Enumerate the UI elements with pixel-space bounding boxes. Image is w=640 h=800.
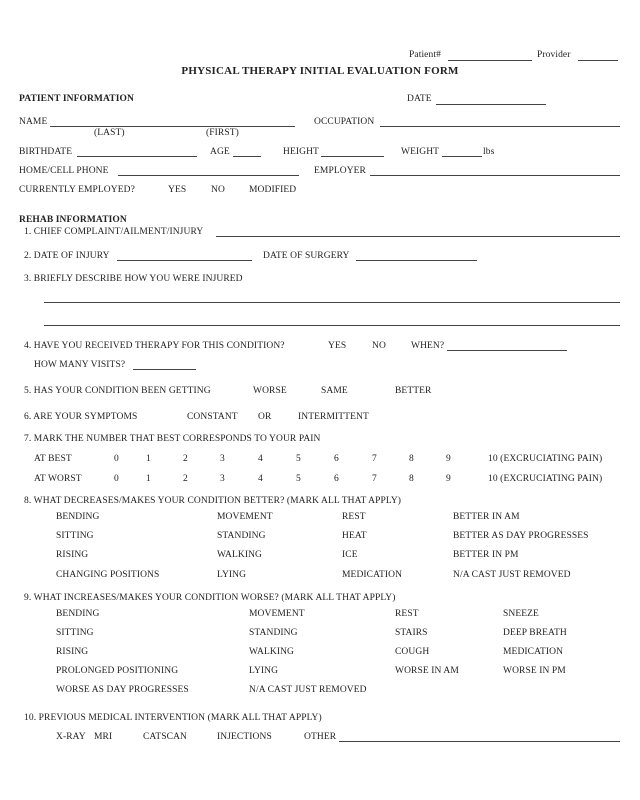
how-many-visits-label: HOW MANY VISITS?	[34, 360, 126, 370]
q8-decreases-label: 8. WHAT DECREASES/MAKES YOUR CONDITION BETTER? (MARK ALL THAT APPLY)	[24, 496, 402, 506]
q8-relief-option[interactable]: REST	[342, 512, 366, 522]
therapy-yes-option[interactable]: YES	[328, 341, 347, 351]
patient-number-label: Patient#	[409, 50, 441, 60]
pain-at-worst-option-0[interactable]: 0	[114, 474, 119, 484]
q9-aggravating-option[interactable]: N/A CAST JUST REMOVED	[249, 685, 367, 695]
mri-option[interactable]: MRI	[94, 732, 113, 742]
pain-at-worst-option-6[interactable]: 6	[334, 474, 339, 484]
q9-aggravating-option[interactable]: WORSE IN PM	[503, 666, 566, 676]
q2-date-of-injury-label: 2. DATE OF INJURY	[24, 251, 110, 261]
pain-at-best-option-2[interactable]: 2	[183, 454, 188, 464]
q9-aggravating-option[interactable]: WORSE AS DAY PROGRESSES	[56, 685, 189, 695]
birthdate-label: BIRTHDATE	[19, 147, 73, 157]
date-of-injury-field[interactable]	[117, 260, 252, 261]
pain-at-worst-option-7[interactable]: 7	[372, 474, 377, 484]
pain-at-worst-label: AT WORST	[34, 474, 82, 484]
q8-relief-option[interactable]: BETTER IN AM	[453, 512, 520, 522]
pain-at-best-option-4[interactable]: 4	[258, 454, 263, 464]
pain-at-worst-option-8[interactable]: 8	[409, 474, 414, 484]
q8-relief-option[interactable]: BETTER AS DAY PROGRESSES	[453, 531, 589, 541]
q8-relief-option[interactable]: HEAT	[342, 531, 367, 541]
occupation-field[interactable]	[380, 126, 620, 127]
provider-label: Provider	[537, 50, 571, 60]
q9-aggravating-option[interactable]: LYING	[249, 666, 279, 676]
q9-increases-label: 9. WHAT INCREASES/MAKES YOUR CONDITION WORSE? (MARK ALL THAT APPLY)	[24, 593, 396, 603]
q8-relief-option[interactable]: RISING	[56, 550, 89, 560]
q7-pain-scale-label: 7. MARK THE NUMBER THAT BEST CORRESPONDS TO YOUR PAIN	[24, 434, 321, 444]
q9-aggravating-option[interactable]: SITTING	[56, 628, 94, 638]
symptoms-intermittent-option[interactable]: INTERMITTENT	[298, 412, 369, 422]
q9-aggravating-option[interactable]: COUGH	[395, 647, 430, 657]
q8-relief-option[interactable]: ICE	[342, 550, 358, 560]
patient-number-field[interactable]	[448, 60, 532, 61]
q9-aggravating-option[interactable]: RISING	[56, 647, 89, 657]
pain-at-best-option-1[interactable]: 1	[146, 454, 151, 464]
pain-at-worst-option-4[interactable]: 4	[258, 474, 263, 484]
pain-at-best-option-5[interactable]: 5	[296, 454, 301, 464]
pain-at-worst-option-2[interactable]: 2	[183, 474, 188, 484]
q9-aggravating-option[interactable]: STAIRS	[395, 628, 428, 638]
employer-label: EMPLOYER	[314, 166, 366, 176]
employed-label: CURRENTLY EMPLOYED?	[19, 185, 135, 195]
symptoms-constant-option[interactable]: CONSTANT	[187, 412, 238, 422]
q8-relief-option[interactable]: WALKING	[217, 550, 263, 560]
date-field[interactable]	[436, 104, 546, 105]
name-field[interactable]	[50, 126, 295, 127]
q8-relief-option[interactable]: LYING	[217, 570, 247, 580]
pain-at-best-label: AT BEST	[34, 454, 72, 464]
q8-relief-option[interactable]: N/A CAST JUST REMOVED	[453, 570, 571, 580]
q9-aggravating-option[interactable]: WORSE IN AM	[395, 666, 459, 676]
date-label: DATE	[407, 94, 432, 104]
height-field[interactable]	[321, 156, 384, 157]
catscan-option[interactable]: CATSCAN	[143, 732, 187, 742]
phone-label: HOME/CELL PHONE	[19, 166, 109, 176]
pain-at-best-option-3[interactable]: 3	[220, 454, 225, 464]
patient-info-heading: PATIENT INFORMATION	[19, 94, 134, 104]
other-field[interactable]	[339, 741, 620, 742]
q8-relief-option[interactable]: MOVEMENT	[217, 512, 273, 522]
date-of-surgery-label: DATE OF SURGERY	[263, 251, 350, 261]
q10-medical-intervention-label: 10. PREVIOUS MEDICAL INTERVENTION (MARK ALL THAT APPLY)	[24, 713, 322, 723]
chief-complaint-field[interactable]	[216, 236, 620, 237]
employer-field[interactable]	[370, 175, 620, 176]
q6-symptoms-label: 6. ARE YOUR SYMPTOMS	[24, 412, 138, 422]
symptoms-or-label: OR	[258, 412, 272, 422]
pain-at-best-option-7[interactable]: 7	[372, 454, 377, 464]
pain-at-worst-option-5[interactable]: 5	[296, 474, 301, 484]
condition-same-option[interactable]: SAME	[321, 386, 348, 396]
pain-at-worst-option-1[interactable]: 1	[146, 474, 151, 484]
other-option[interactable]: OTHER	[304, 732, 337, 742]
describe-injury-line-1[interactable]	[44, 302, 620, 303]
therapy-when-label: WHEN?	[411, 341, 445, 351]
q8-relief-option[interactable]: BETTER IN PM	[453, 550, 519, 560]
xray-option[interactable]: X-RAY	[56, 732, 86, 742]
q9-aggravating-option[interactable]: WALKING	[249, 647, 295, 657]
q4-therapy-label: 4. HAVE YOU RECEIVED THERAPY FOR THIS CONDITION?	[24, 341, 285, 351]
q9-aggravating-option[interactable]: PROLONGED POSITIONING	[56, 666, 179, 676]
q9-aggravating-option[interactable]: SNEEZE	[503, 609, 539, 619]
form-title: PHYSICAL THERAPY INITIAL EVALUATION FORM	[181, 65, 459, 77]
pain-at-best-option-6[interactable]: 6	[334, 454, 339, 464]
q9-aggravating-option[interactable]: REST	[395, 609, 419, 619]
pain-at-worst-option-3[interactable]: 3	[220, 474, 225, 484]
q9-aggravating-option[interactable]: MOVEMENT	[249, 609, 305, 619]
date-of-surgery-field[interactable]	[356, 260, 477, 261]
q8-relief-option[interactable]: MEDICATION	[342, 570, 403, 580]
q9-aggravating-option[interactable]: DEEP BREATH	[503, 628, 567, 638]
q5-condition-label: 5. HAS YOUR CONDITION BEEN GETTING	[24, 386, 211, 396]
describe-injury-line-2[interactable]	[44, 325, 620, 326]
q9-aggravating-option[interactable]: STANDING	[249, 628, 298, 638]
phone-field[interactable]	[118, 175, 299, 176]
therapy-when-field[interactable]	[447, 350, 567, 351]
how-many-visits-field[interactable]	[133, 369, 196, 370]
q1-chief-complaint-label: 1. CHIEF COMPLAINT/AILMENT/INJURY	[24, 227, 204, 237]
q9-aggravating-option[interactable]: BENDING	[56, 609, 100, 619]
condition-better-option[interactable]: BETTER	[395, 386, 432, 396]
birthdate-field[interactable]	[77, 156, 197, 157]
name-label: NAME	[19, 117, 48, 127]
pain-at-worst-option-9[interactable]: 9	[446, 474, 451, 484]
condition-worse-option[interactable]: WORSE	[253, 386, 287, 396]
employed-modified-option[interactable]: MODIFIED	[249, 185, 297, 195]
first-name-label: (FIRST)	[206, 128, 239, 138]
q8-relief-option[interactable]: STANDING	[217, 531, 266, 541]
age-field[interactable]	[233, 156, 261, 157]
lbs-label: lbs	[483, 147, 495, 157]
weight-field[interactable]	[442, 156, 482, 157]
weight-label: WEIGHT	[401, 147, 440, 157]
pain-at-best-option-8[interactable]: 8	[409, 454, 414, 464]
injections-option[interactable]: INJECTIONS	[217, 732, 272, 742]
age-label: AGE	[210, 147, 230, 157]
employed-no-option[interactable]: NO	[211, 185, 225, 195]
employed-yes-option[interactable]: YES	[168, 185, 187, 195]
occupation-label: OCCUPATION	[314, 117, 375, 127]
pain-at-worst-option-10[interactable]: 10 (EXCRUCIATING PAIN)	[488, 474, 603, 484]
last-name-label: (LAST)	[94, 128, 125, 138]
q8-relief-option[interactable]: BENDING	[56, 512, 100, 522]
q3-describe-injury-label: 3. BRIEFLY DESCRIBE HOW YOU WERE INJURED	[24, 274, 243, 284]
pain-at-best-option-10[interactable]: 10 (EXCRUCIATING PAIN)	[488, 454, 603, 464]
provider-field[interactable]	[578, 60, 618, 61]
height-label: HEIGHT	[283, 147, 319, 157]
q8-relief-option[interactable]: SITTING	[56, 531, 94, 541]
therapy-no-option[interactable]: NO	[372, 341, 386, 351]
pain-at-best-option-0[interactable]: 0	[114, 454, 119, 464]
rehab-info-heading: REHAB INFORMATION	[19, 215, 127, 225]
q9-aggravating-option[interactable]: MEDICATION	[503, 647, 564, 657]
q8-relief-option[interactable]: CHANGING POSITIONS	[56, 570, 160, 580]
pain-at-best-option-9[interactable]: 9	[446, 454, 451, 464]
